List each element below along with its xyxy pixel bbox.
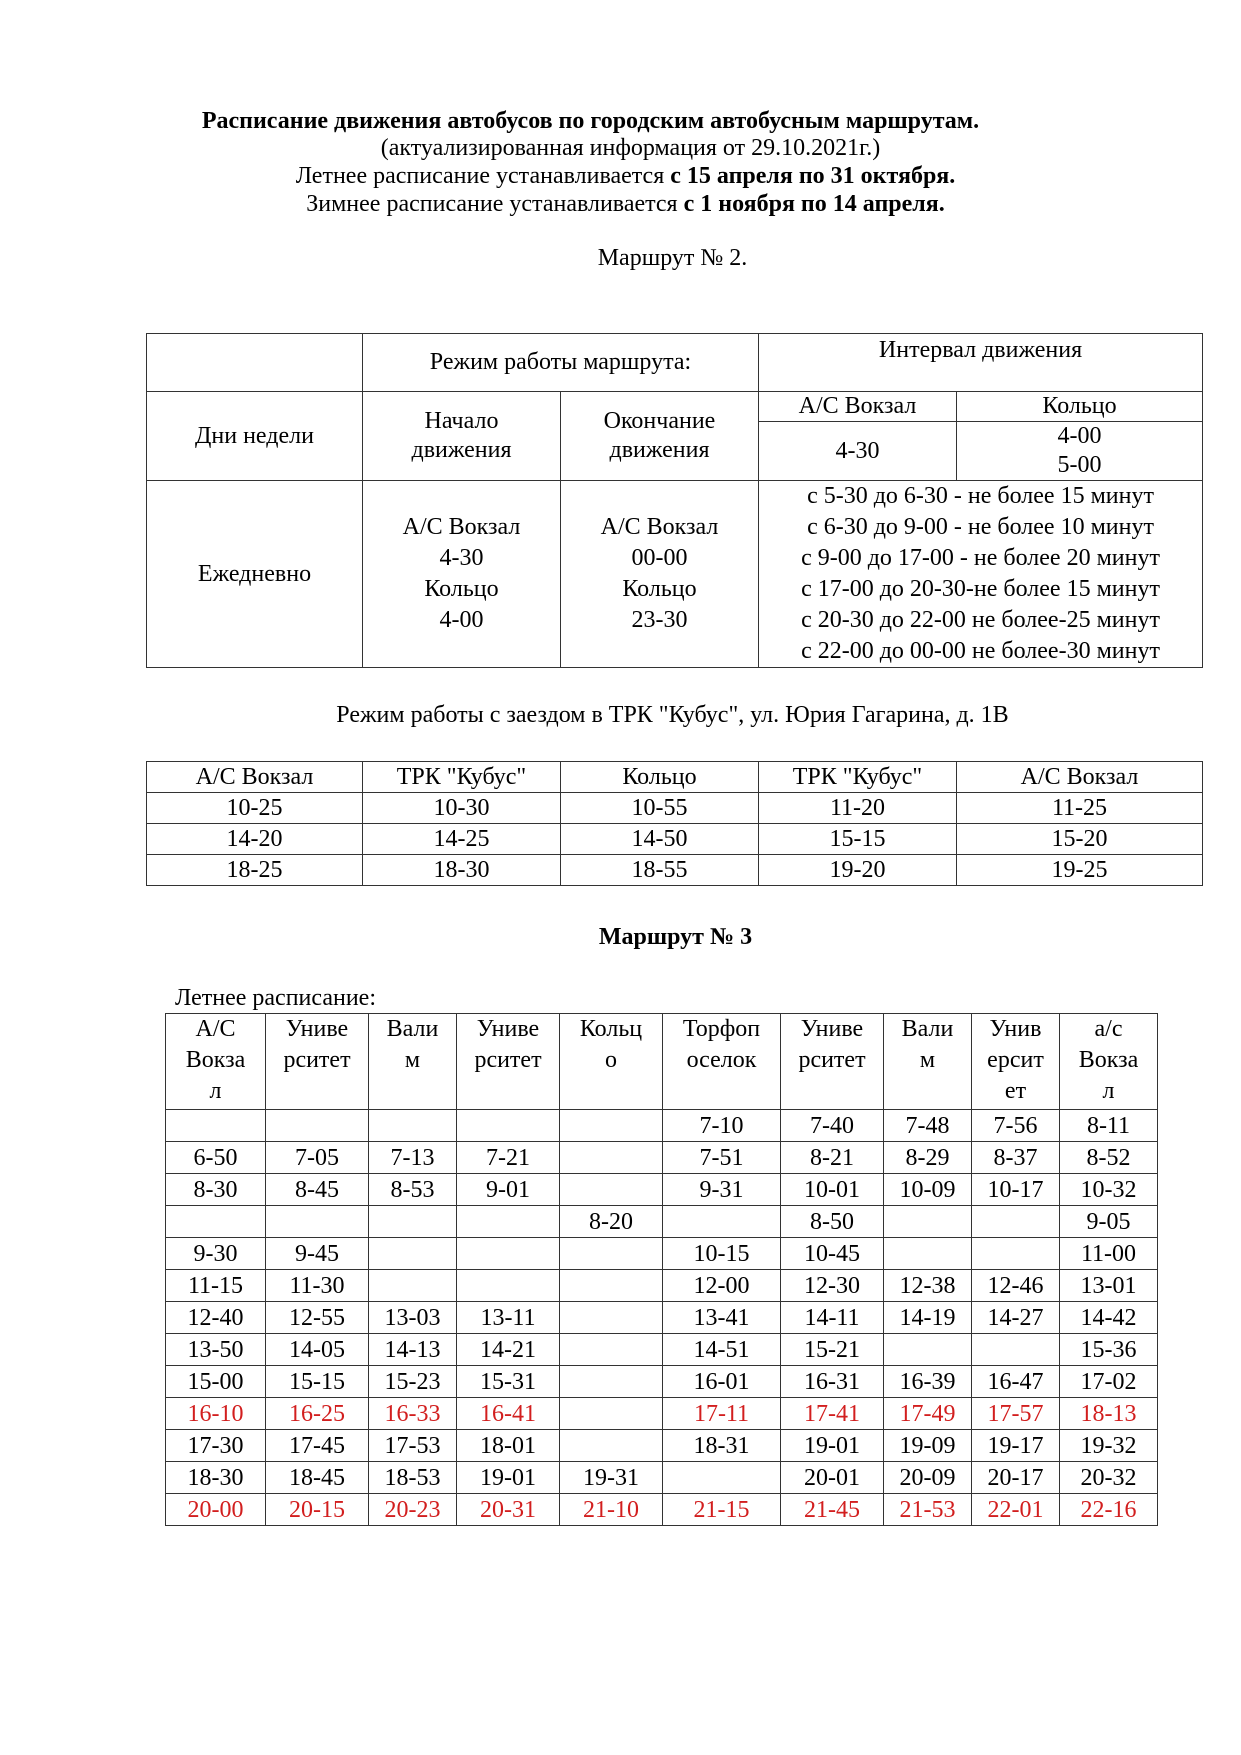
days-value: Ежедневно [147,481,363,668]
table-cell: 19-25 [957,855,1203,886]
route2-title: Маршрут № 2. [597,245,748,271]
table-cell: 14-27 [972,1302,1060,1334]
table-cell: 21-10 [560,1494,663,1526]
table-cell: 16-33 [369,1398,457,1430]
header-line: оселок [686,1047,757,1073]
table-cell: 15-36 [1060,1334,1158,1366]
start-header [363,392,561,481]
table-cell: 17-57 [972,1398,1060,1430]
table-cell: 20-31 [457,1494,560,1526]
table-cell: 13-03 [369,1302,457,1334]
table-cell: 7-13 [369,1142,457,1174]
table-cell: 14-11 [781,1302,884,1334]
table-cell: 13-50 [166,1334,266,1366]
winter-period-line [5,189,1241,219]
table-cell: 11-15 [166,1270,266,1302]
mode-header: Режим работы маршрута: [363,334,759,392]
ring-header: Кольцо [957,392,1203,422]
table-cell: 17-45 [266,1430,369,1462]
route3-header [266,1014,369,1110]
table-cell: 10-09 [884,1174,972,1206]
kubus-header: ТРК "Кубус" [363,762,561,793]
route3-header [166,1014,266,1110]
table-cell [266,1110,369,1142]
header-line: Вали [901,1016,954,1042]
header-line: л [1102,1078,1115,1104]
kubus-header: А/С Вокзал [957,762,1203,793]
table-cell [457,1270,560,1302]
header-line: рситет [283,1047,351,1073]
table-cell: 12-46 [972,1270,1060,1302]
table-cell: 16-10 [166,1398,266,1430]
kubus-header: ТРК "Кубус" [759,762,957,793]
table-cell: 11-00 [1060,1238,1158,1270]
table-cell: 16-47 [972,1366,1060,1398]
header-line: Вокза [1078,1047,1139,1073]
table-cell: 18-45 [266,1462,369,1494]
table-cell [972,1206,1060,1238]
table-cell [369,1206,457,1238]
table-cell [560,1238,663,1270]
table-cell: 6-50 [166,1142,266,1174]
table-cell: 7-48 [884,1110,972,1142]
table-row [166,1206,1158,1238]
route3-header [1060,1014,1158,1110]
table-cell [266,1206,369,1238]
table-cell: 18-01 [457,1430,560,1462]
start-times [363,481,561,668]
table-cell: 8-21 [781,1142,884,1174]
table-cell: 14-20 [147,824,363,855]
interval-line: с 9-00 до 17-00 - не более 20 минут [801,545,1160,571]
table-cell: 14-13 [369,1334,457,1366]
table-cell: 13-01 [1060,1270,1158,1302]
interval-line: с 5-30 до 6-30 - не более 15 минут [807,483,1154,509]
table-cell: 8-45 [266,1174,369,1206]
header-line: м [404,1047,421,1073]
header-line: рситет [474,1047,542,1073]
end-header-line2: движения [609,437,710,463]
route2-empty-cell [147,334,363,392]
header-line: Кольц [579,1016,643,1042]
table-cell: 18-25 [147,855,363,886]
start-line: Кольцо [424,576,499,602]
table-cell [972,1334,1060,1366]
start-line: 4-30 [439,545,484,571]
kubus-title: Режим работы с заездом в ТРК "Кубус", ул. Юрия Гагарина, д. 1В [336,702,1009,728]
schedule-label: Летнее расписание: [175,985,376,1011]
end-line: А/С Вокзал [600,514,719,540]
table-cell [663,1206,781,1238]
table-cell: 10-55 [561,793,759,824]
table-cell: 11-20 [759,793,957,824]
interval-list [759,481,1203,668]
table-row [166,1430,1158,1462]
table-cell: 18-13 [1060,1398,1158,1430]
table-cell: 10-01 [781,1174,884,1206]
table-cell [369,1238,457,1270]
table-cell: 14-42 [1060,1302,1158,1334]
table-cell: 17-53 [369,1430,457,1462]
summer-period: с 15 апреля по 31 октября. [670,163,956,189]
table-cell [884,1206,972,1238]
station-header: А/С Вокзал [759,392,957,422]
table-cell [560,1110,663,1142]
table-cell: 7-21 [457,1142,560,1174]
route3-table [165,1013,1158,1526]
table-cell: 19-01 [781,1430,884,1462]
table-row [166,1110,1158,1142]
table-row [166,1334,1158,1366]
end-header-line1: Окончание [603,408,716,434]
table-cell: 17-41 [781,1398,884,1430]
table-cell: 10-45 [781,1238,884,1270]
kubus-header: Кольцо [561,762,759,793]
table-row [166,1302,1158,1334]
table-cell [457,1110,560,1142]
table-cell [884,1334,972,1366]
table-cell: 9-31 [663,1174,781,1206]
table-cell: 20-01 [781,1462,884,1494]
table-cell: 11-30 [266,1270,369,1302]
table-cell: 10-25 [147,793,363,824]
table-cell: 16-25 [266,1398,369,1430]
table-cell [884,1238,972,1270]
table-row [166,1270,1158,1302]
table-cell: 7-10 [663,1110,781,1142]
table-row [166,1366,1158,1398]
route3-header [972,1014,1060,1110]
kubus-header: А/С Вокзал [147,762,363,793]
header-line: а/с [1094,1016,1123,1042]
kubus-header-row [147,762,1203,793]
winter-period: с 1 ноября по 14 апреля. [683,191,945,217]
table-cell [560,1366,663,1398]
table-cell: 10-30 [363,793,561,824]
route3-header [884,1014,972,1110]
route3-header [560,1014,663,1110]
table-cell: 19-09 [884,1430,972,1462]
table-cell [560,1302,663,1334]
start-line: А/С Вокзал [402,514,521,540]
table-cell: 7-05 [266,1142,369,1174]
table-cell: 18-30 [166,1462,266,1494]
table-cell: 20-15 [266,1494,369,1526]
interval-line: с 17-00 до 20-30-не более 15 минут [801,576,1160,602]
route3-header [457,1014,560,1110]
table-cell: 8-53 [369,1174,457,1206]
table-cell [166,1206,266,1238]
ring-first-2: 5-00 [1057,452,1102,478]
table-cell: 16-41 [457,1398,560,1430]
table-cell [369,1110,457,1142]
table-cell: 10-15 [663,1238,781,1270]
table-cell [663,1462,781,1494]
header-line: о [605,1047,617,1073]
interval-line: с 20-30 до 22-00 не более-25 минут [801,607,1160,633]
table-cell: 9-05 [1060,1206,1158,1238]
header-line: Униве [800,1016,864,1042]
winter-prefix: Зимнее расписание устанавливается [306,191,684,217]
route3-header [663,1014,781,1110]
table-cell: 9-45 [266,1238,369,1270]
end-times [561,481,759,668]
header-line: Торфоп [682,1016,761,1042]
table-cell [560,1430,663,1462]
actualized-note: (актуализированная информация от 29.10.2021г.) [380,135,881,161]
table-cell: 12-00 [663,1270,781,1302]
start-header-line2: движения [411,437,512,463]
table-cell: 18-55 [561,855,759,886]
table-row [147,824,1203,855]
route3-header-row [166,1014,1158,1110]
header-line: Униве [285,1016,349,1042]
days-header: Дни недели [147,392,363,481]
table-cell: 12-40 [166,1302,266,1334]
header-line: Униве [476,1016,540,1042]
table-cell: 16-39 [884,1366,972,1398]
table-cell: 16-01 [663,1366,781,1398]
table-cell: 7-51 [663,1142,781,1174]
table-cell: 14-19 [884,1302,972,1334]
table-cell: 12-38 [884,1270,972,1302]
table-cell: 13-41 [663,1302,781,1334]
ring-first-1: 4-00 [1057,423,1102,449]
document-title: Расписание движения автобусов по городским автобусным маршрутам. [201,108,980,134]
table-cell: 7-40 [781,1110,884,1142]
header-line: м [919,1047,936,1073]
table-cell: 19-32 [1060,1430,1158,1462]
table-row [166,1142,1158,1174]
table-cell: 19-01 [457,1462,560,1494]
header-line: Вали [386,1016,439,1042]
table-cell: 18-30 [363,855,561,886]
table-cell [560,1142,663,1174]
route3-title: Маршрут № 3 [598,924,753,950]
interval-line: с 6-30 до 9-00 - не более 10 минут [807,514,1154,540]
table-cell: 15-00 [166,1366,266,1398]
table-cell: 8-29 [884,1142,972,1174]
table-cell: 8-20 [560,1206,663,1238]
table-cell: 19-17 [972,1430,1060,1462]
table-row [166,1238,1158,1270]
table-row [166,1174,1158,1206]
table-cell: 20-23 [369,1494,457,1526]
table-cell [166,1110,266,1142]
table-cell [560,1334,663,1366]
table-cell: 17-30 [166,1430,266,1462]
table-cell: 10-17 [972,1174,1060,1206]
station-first-departure: 4-30 [759,422,957,481]
header-line: л [209,1078,222,1104]
header-line: ерсит [987,1047,1044,1073]
table-cell: 18-31 [663,1430,781,1462]
table-cell [369,1270,457,1302]
end-header [561,392,759,481]
table-row [147,855,1203,886]
table-cell: 22-01 [972,1494,1060,1526]
table-cell: 7-56 [972,1110,1060,1142]
route3-header [781,1014,884,1110]
table-cell: 15-21 [781,1334,884,1366]
table-cell: 21-53 [884,1494,972,1526]
table-cell: 15-23 [369,1366,457,1398]
table-cell: 20-32 [1060,1462,1158,1494]
start-header-line1: Начало [424,408,499,434]
table-cell: 14-05 [266,1334,369,1366]
table-cell: 17-49 [884,1398,972,1430]
table-cell: 8-11 [1060,1110,1158,1142]
table-cell: 17-11 [663,1398,781,1430]
table-cell: 9-30 [166,1238,266,1270]
table-cell: 19-20 [759,855,957,886]
route3-header [369,1014,457,1110]
table-cell [972,1238,1060,1270]
end-line: 00-00 [631,545,688,571]
table-cell: 9-01 [457,1174,560,1206]
header-line: Вокза [185,1047,246,1073]
ring-first-departures [957,422,1203,481]
table-cell: 8-30 [166,1174,266,1206]
interval-line: с 22-00 до 00-00 не более-30 минут [801,638,1160,664]
table-cell [457,1238,560,1270]
table-cell [457,1206,560,1238]
table-cell: 14-21 [457,1334,560,1366]
table-cell: 18-53 [369,1462,457,1494]
header-line: Унив [989,1016,1042,1042]
table-cell: 22-16 [1060,1494,1158,1526]
table-cell: 13-11 [457,1302,560,1334]
table-row [166,1398,1158,1430]
end-line: Кольцо [622,576,697,602]
table-cell: 20-17 [972,1462,1060,1494]
table-row [147,793,1203,824]
table-cell [560,1398,663,1430]
table-cell [560,1174,663,1206]
table-cell: 14-25 [363,824,561,855]
table-cell: 10-32 [1060,1174,1158,1206]
table-cell: 21-45 [781,1494,884,1526]
summer-prefix: Летнее расписание устанавливается [295,163,671,189]
table-cell: 15-15 [759,824,957,855]
table-cell: 14-51 [663,1334,781,1366]
table-cell: 16-31 [781,1366,884,1398]
interval-header: Интервал движения [759,334,1203,392]
table-cell: 8-37 [972,1142,1060,1174]
table-cell: 12-30 [781,1270,884,1302]
kubus-table [146,761,1203,886]
table-cell: 20-00 [166,1494,266,1526]
table-cell: 11-25 [957,793,1203,824]
table-cell: 20-09 [884,1462,972,1494]
table-cell: 15-15 [266,1366,369,1398]
table-row [166,1494,1158,1526]
header-line: рситет [798,1047,866,1073]
route2-table [146,333,1203,668]
table-cell: 12-55 [266,1302,369,1334]
summer-period-line [5,161,1241,191]
table-cell: 17-02 [1060,1366,1158,1398]
header-line: А/С [195,1016,236,1042]
table-row [166,1462,1158,1494]
table-cell: 15-31 [457,1366,560,1398]
table-cell: 14-50 [561,824,759,855]
end-line: 23-30 [631,607,688,633]
table-cell: 8-50 [781,1206,884,1238]
table-cell: 21-15 [663,1494,781,1526]
start-line: 4-00 [439,607,484,633]
table-cell: 15-20 [957,824,1203,855]
table-cell: 8-52 [1060,1142,1158,1174]
table-cell [560,1270,663,1302]
header-line: ет [1004,1078,1027,1104]
table-cell: 19-31 [560,1462,663,1494]
